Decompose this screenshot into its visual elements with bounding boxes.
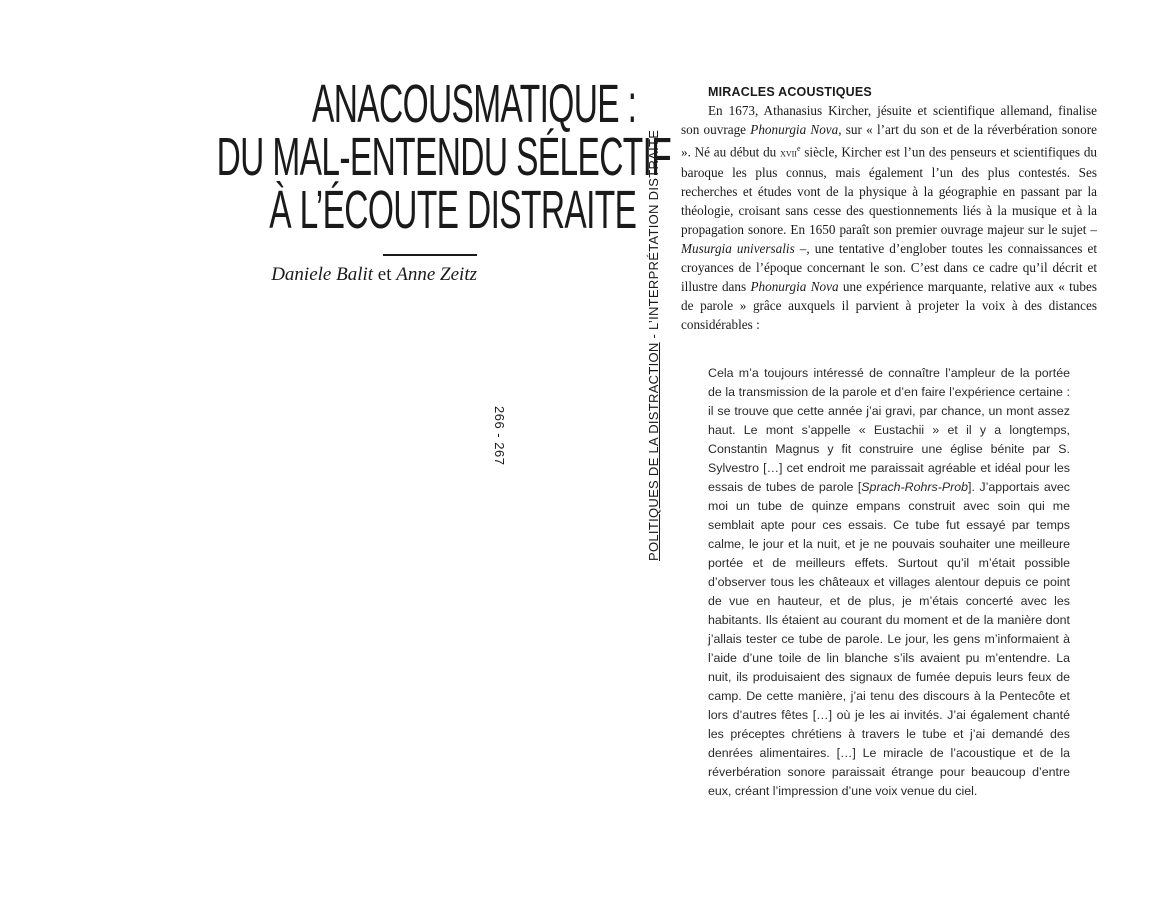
author-2: Anne Zeitz bbox=[396, 264, 477, 285]
byline bbox=[271, 264, 477, 286]
paragraph-1: En 1673, Athanasius Kircher, jésuite et scientifique allemand, finalise son ouvrage Phonurgia Nova, sur « l’art du son et de la réverbération sonore ». Né au début du xvii$^e$ siècle, Kircher est l’un des penseurs et scientifiques du baroque les plus connus, mais également l’un des plus contestés. Ses recherches et études vont de la physique à la géographie en passant par la théologie, croisant sans cesse des questionnements liés à la musique et à la propagation sonore. En 1650 paraît son premier ouvrage majeur sur le sujet – Musurgia universalis –, une tentative d’englober toutes les connaissances et croyances de l’époque concernant le son. C’est dans ce cadre qu’il décrit et illustre dans Phonurgia Nova une expérience marquante, relative aux « tubes de parole » grâce auxquels il parvient à projeter la voix à des distances considérables : bbox=[681, 103, 1098, 333]
running-head-part2: L’INTERPRÉTATION DISTRAITE bbox=[646, 129, 661, 330]
running-head-part1: POLITIQUES DE LA DISTRACTION bbox=[646, 342, 661, 561]
page-numbers: 266 - 267 bbox=[492, 406, 507, 466]
title-line-2: DU MAL-ENTENDU SÉLECTIF bbox=[216, 127, 672, 187]
author-1: Daniele Balit bbox=[271, 264, 374, 285]
title-line-1: ANACOUSMATIQUE : bbox=[312, 74, 637, 134]
running-head-container bbox=[646, 129, 668, 576]
running-head-sep: - bbox=[646, 329, 661, 343]
section-heading: MIRACLES ACOUSTIQUES bbox=[708, 85, 872, 99]
byline-conj: et bbox=[377, 264, 392, 285]
block-quote: Cela m’a toujours intéressé de connaître l’ampleur de la portée de la transmission de la parole et d’en faire l’expérience certaine : il se trouve que cette année j’ai gravi, par chance, un mont assez haut. Le mont s’appelle « Eustachii » et il y a longtemps, Constantin Magnus y fit construire une église bénite par S. Sylvestro […] cet endroit me paraissait agréable et idéal pour les essais de tubes de parole [Sprach-Rohrs-Prob]. J’apportais avec moi un tube de quinze empans construit avec soin qui me semblait apte pour ces essais. Ce tube fut essayé par temps calme, le jour et la nuit, et je ne pouvais souhaiter une meilleure portée et de meilleurs effets. Surtout qu’il m’était possible d’observer tous les châteaux et villages alentour depuis ce point de vue en hauteur, et de plus, je m’étais concerté avec les habitants. Ils étaient au courant du moment et de la manière dont j’allais tester ce tube de parole. Le jour, les gens m’informaient à l’aide d’une toile de lin blanche s’ils avaient pu m’entendre. La nuit, ils produisaient des signaux de fumée depuis leurs feux de camp. De cette manière, j’ai tenu des discours à la Pentecôte et lors d’autres fêtes […] où je les ai invités. J’ai également chanté les préceptes chrétiens à travers le tube et j’ai demandé des denrées alimentaires. […] Le miracle de l’acoustique et de la réverbération sonore paraissait étrange pour beaucoup d’entre eux, créant l’impression d’une voix venue du ciel. bbox=[708, 366, 1070, 798]
title-line-3: À L’ÉCOUTE DISTRAITE bbox=[269, 180, 637, 240]
running-head bbox=[646, 130, 661, 561]
title-rule bbox=[383, 254, 477, 256]
folio-container bbox=[492, 406, 518, 466]
body-text bbox=[681, 83, 1097, 334]
